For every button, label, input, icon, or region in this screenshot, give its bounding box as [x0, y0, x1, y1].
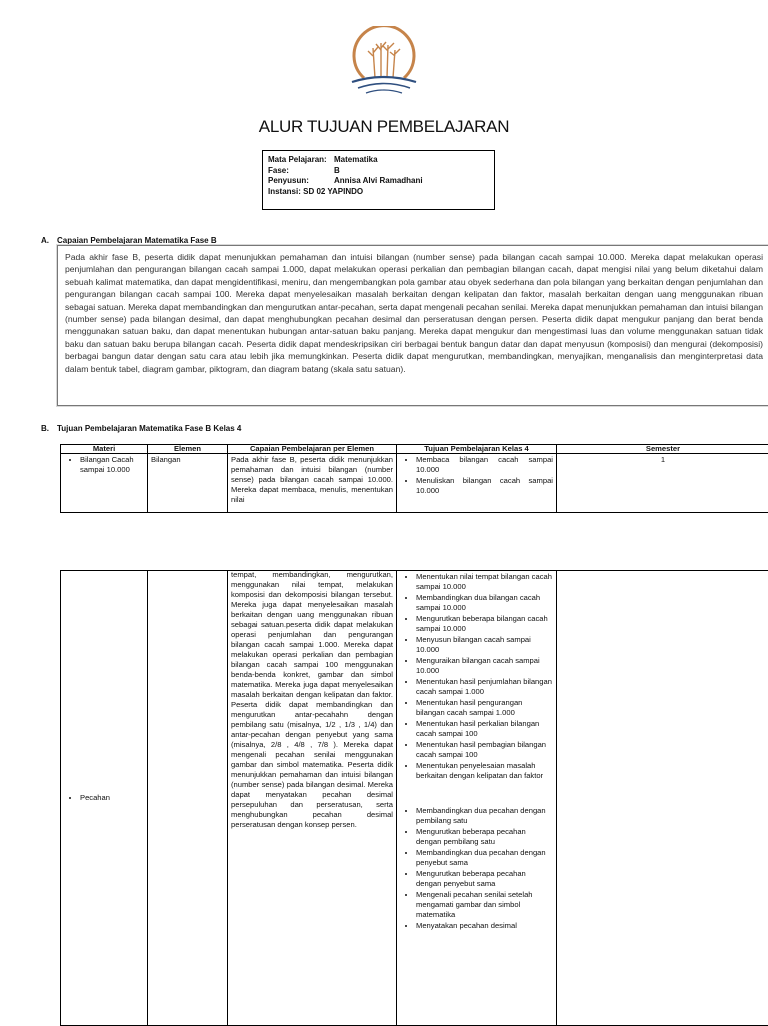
- capaian-text-box: Pada akhir fase B, peserta didik dapat menunjukkan pemahaman dan intuisi bilangan (number sense) pada bilangan cacah sampai 10.000. Mereka dapat melakukan operasi penjumlahan dan pengurangan bilangan cacah sampai 1.000, dapat melakukan operasi perkalian dan pembagian bilangan cacah, dapat mengisi nilai yang belum diketahui dalam sebuah kalimat matematika, dan dapat mengidentifikasi, meniru, dan mengembangkan pola gambar atau obyek sederhana dan pola bilangan yang berkaitan dengan penjumlahan dan pengurangan bilangan cacah sampai 100. Mereka dapat menyelesaikan masalah berkaitan dengan kelipatan dan faktor, masalah berkaitan dengan uang menggunakan ribuan sebagai satuan. Mereka dapat membandingkan dan mengurutkan antar-pecahan, serta dapat mengenali pecahan senilai. Mereka dapat menunjukkan pemahaman dan intuisi bilangan (number sense) pada bilangan desimal, dan dapat menghubungkan pecahan desimal dan perseratusan dengan persen. Peserta didik dapat mengukur panjang dan berat benda menggunakan satuan baku, dan dapat menentukan hubungan antar-satuan baku panjang. Mereka dapat mengukur dan mengestimasi luas dan volume menggunakan satuan tidak baku dan satuan baku berupa bilangan cacah. Peserta didik dapat mendeskripsikan ciri berbagai bentuk bangun datar dan dapat menyusun (komposisi) dan mengurai (dekomposisi) berbagai bangun datar dengan satu cara atau lebih jika memungkinkan. Peserta didik dapat mengurutkan, membandingkan, menyajikan, menganalisis dan menginterpretasi data dalam bentuk tabel, diagram gambar, piktogram, dan diagram batang (skala satu satuan).: [57, 245, 768, 406]
- section-number: A.: [41, 236, 57, 245]
- info-row: [268, 166, 489, 177]
- list-item: • Membaca bilangan cacah sampai 10.000: [416, 455, 553, 475]
- list-item: • Menyatakan pecahan desimal: [416, 921, 553, 931]
- list-item: • Mengurutkan beberapa bilangan cacah sampai 10.000: [416, 614, 553, 634]
- info-value: Annisa Alvi Ramadhani: [334, 176, 423, 187]
- table-row: [61, 454, 768, 513]
- info-label: Penyusun:: [268, 176, 334, 187]
- info-value: Matematika: [334, 155, 378, 166]
- list-item: • Membandingkan dua pecahan dengan pembilang satu: [416, 806, 553, 826]
- list-item: • Bilangan Cacah sampai 10.000: [80, 455, 144, 475]
- list-item: • Menentukan hasil penjumlahan bilangan cacah sampai 1.000: [416, 677, 553, 697]
- cell-materi: [61, 454, 148, 513]
- tree-logo-icon: [342, 26, 426, 96]
- list-item: • Menentukan hasil pembagian bilangan cacah sampai 100: [416, 740, 553, 760]
- list-item: • Mengurutkan beberapa pecahan dengan penyebut sama: [416, 869, 553, 889]
- page-title: ALUR TUJUAN PEMBELAJARAN: [0, 117, 768, 137]
- list-item: • Membandingkan dua bilangan cacah sampai 10.000: [416, 593, 553, 613]
- section-number: B.: [41, 424, 57, 433]
- cell-tujuan: [397, 454, 557, 513]
- list-item: • Menentukan nilai tempat bilangan cacah sampai 10.000: [416, 572, 553, 592]
- cell-capaian: [228, 454, 397, 513]
- tujuan-list: [400, 572, 553, 1024]
- section-title: Capaian Pembelajaran Matematika Fase B: [57, 236, 217, 245]
- list-item: • Pecahan: [80, 793, 144, 803]
- capaian-text: tempat, membandingkan, mengurutkan, menggunakan nilai tempat, melakukan komposisi dan dekomposisi bilangan tersebut. Mereka juga dapat menyelesaikan masalah berkaitan dengan uang menggunakan ribuan sebagai satuan.peserta didik dapat melakukan operasi penjumlahan dan pengurangan bilangan cacah sampai 1.000. Mereka dapat melakukan operasi perkalian dan pembagian bilangan cacah sampai 100 menggunakan benda-benda konkret, gambar dan simbol matematika. Mereka juga dapat menyelesaikan masalah berkaitan dengan kelipatan dan faktor. Peserta didik dapat membandingkan dan mengurutkan antar-pecahahn dengan pembilang satu (misalnya, 1/2 , 1/3 , 1/4) dan antar-pecahan dengan penyebut yang sama (misalnya, 2/8 , 4/8 , 7/8 ). Mereka dapat mengenali pecahan senilai menggunakan gambar dan simbol matematika. Peserta didik menunjukkan pemahaman dan intuisi bilangan (number sense) pada bilangan desimal. Mereka dapat menyatakan pecahan desimal persepuluhan dan perseratusan, serta menghubungkan pecahan desimal perseratusan dengan konsep persen.: [231, 570, 393, 1022]
- capaian-text: Pada akhir fase B, peserta didik menunjukkan pemahaman dan intuisi bilangan (number sense) pada bilangan cacah sampai 10.000. Mereka dapat membaca, menulis, menentukan nilai: [231, 455, 393, 511]
- cell-materi: [61, 571, 148, 1026]
- cell-elemen: [148, 571, 228, 1026]
- list-item: • Menentukan hasil pengurangan bilangan cacah sampai 1.000: [416, 698, 553, 718]
- header-tujuan: Tujuan Pembelajaran Kelas 4: [397, 445, 557, 454]
- info-value: B: [334, 166, 340, 177]
- tujuan-table: [60, 444, 768, 513]
- header-capaian: Capaian Pembelajaran per Elemen: [228, 445, 397, 454]
- section-title: Tujuan Pembelajaran Matematika Fase B Kelas 4: [57, 424, 241, 433]
- cell-capaian: [228, 571, 397, 1026]
- info-label: Mata Pelajaran:: [268, 155, 334, 166]
- header-materi: Materi: [61, 445, 148, 454]
- section-b-heading: [41, 424, 241, 433]
- list-item: • Menyusun bilangan cacah sampai 10.000: [416, 635, 553, 655]
- info-row: [268, 176, 489, 187]
- table-row: [61, 571, 768, 1026]
- cell-tujuan: [397, 571, 557, 1026]
- cell-semester: 1: [557, 454, 768, 513]
- info-label: Fase:: [268, 166, 334, 177]
- header-semester: Semester: [557, 445, 768, 454]
- cell-elemen: Bilangan: [148, 454, 228, 513]
- list-item: • Menuliskan bilangan cacah sampai 10.000: [416, 476, 553, 496]
- list-item: • Menguraikan bilangan cacah sampai 10.000: [416, 656, 553, 676]
- cell-semester: [557, 571, 768, 1026]
- list-item: • Menentukan hasil perkalian bilangan cacah sampai 100: [416, 719, 553, 739]
- list-item: • Mengenali pecahan senilai setelah mengamati gambar dan simbol matematika: [416, 890, 553, 920]
- list-item: • Menentukan penyelesaian masalah berkaitan dengan kelipatan dan faktor: [416, 761, 553, 781]
- table-header-row: [61, 445, 768, 454]
- list-item: • Membandingkan dua pecahan dengan penyebut sama: [416, 848, 553, 868]
- info-instansi: Instansi: SD 02 YAPINDO: [268, 187, 489, 198]
- section-a-heading: [41, 236, 217, 245]
- info-box: [262, 150, 495, 210]
- tujuan-table-continued: [60, 570, 768, 1026]
- info-row: [268, 155, 489, 166]
- list-item: • Mengurutkan beberapa pecahan dengan pembilang satu: [416, 827, 553, 847]
- header-elemen: Elemen: [148, 445, 228, 454]
